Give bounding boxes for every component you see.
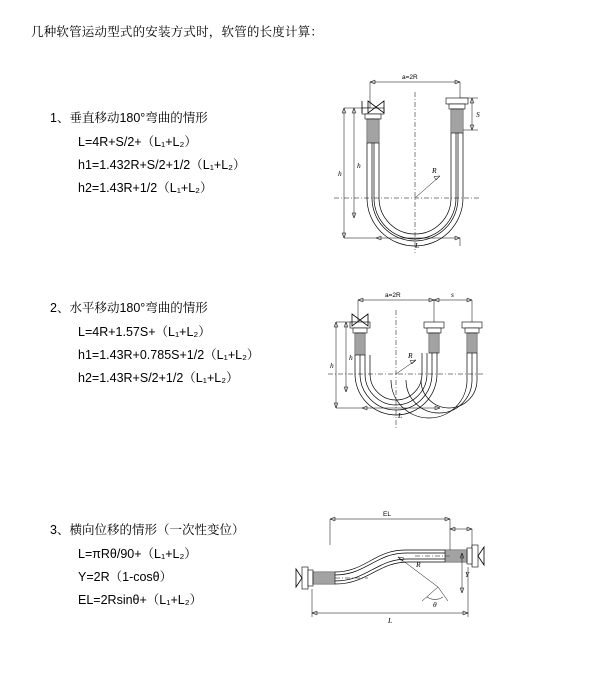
svg-text:R: R — [408, 351, 413, 360]
section-3-formula-1: L=πRθ/90+（L₁+L₂） — [78, 547, 197, 561]
svg-text:L: L — [398, 411, 403, 420]
section-2-title: 2、水平移动180°弯曲的情形 — [50, 301, 208, 315]
svg-text:s: s — [451, 290, 454, 299]
section-3-title: 3、横向位移的情形（一次性变位） — [50, 523, 245, 537]
svg-text:S: S — [476, 110, 480, 119]
section-1-formula-1: L=4R+S/2+（L₁+L₂） — [78, 135, 197, 149]
svg-text:h: h — [330, 361, 334, 370]
svg-text:a=2R: a=2R — [385, 292, 401, 299]
svg-text:a=2R: a=2R — [402, 74, 418, 81]
svg-text:R: R — [432, 166, 437, 175]
svg-text:EL: EL — [383, 511, 391, 518]
svg-text:h: h — [357, 161, 361, 170]
section-1-formula-3: h2=1.43R+1/2（L₁+L₂） — [78, 181, 213, 195]
section-1-title: 1、垂直移动180°弯曲的情形 — [50, 111, 208, 125]
section-3-formula-3: EL=2Rsinθ+（L₁+L₂） — [78, 593, 203, 607]
section-2-formula-2: h1=1.43R+0.785S+1/2（L₁+L₂） — [78, 348, 260, 362]
page-title: 几种软管运动型式的安装方式时，软管的长度计算： — [31, 25, 324, 39]
lateral-offset-diagram — [290, 505, 490, 635]
svg-text:R: R — [416, 560, 421, 569]
svg-text:Y: Y — [465, 570, 470, 579]
section-2-formula-1: L=4R+1.57S+（L₁+L₂） — [78, 325, 211, 339]
vertical-180-bend-diagram — [310, 68, 490, 268]
svg-text:L: L — [415, 241, 420, 250]
svg-text:h: h — [349, 353, 353, 362]
section-3-formula-2: Y=2R（1-cosθ） — [78, 570, 173, 584]
svg-text:θ: θ — [433, 600, 437, 609]
horizontal-180-bend-diagram — [310, 288, 490, 458]
section-2-formula-3: h2=1.43R+S/2+1/2（L₁+L₂） — [78, 371, 239, 385]
section-1-formula-2: h1=1.432R+S/2+1/2（L₁+L₂） — [78, 158, 246, 172]
svg-text:L: L — [388, 616, 393, 625]
svg-text:h: h — [338, 169, 342, 178]
